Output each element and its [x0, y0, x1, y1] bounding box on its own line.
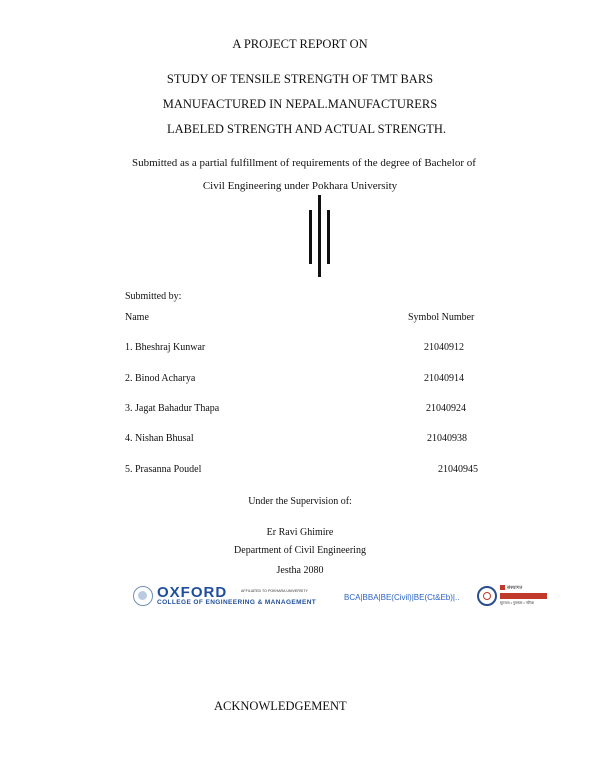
student-symbol: 21040912	[424, 342, 464, 353]
title-line-2: MANUFACTURED IN NEPAL.MANUFACTURERS	[162, 97, 438, 111]
student-name: 3. Jagat Bahadur Thapa	[125, 403, 220, 414]
supervisor-name: Er Ravi Ghimire	[266, 527, 334, 538]
report-date: Jestha 2080	[276, 565, 324, 576]
student-symbol: 21040924	[426, 403, 466, 414]
student-row	[125, 342, 505, 356]
title-line-1: STUDY OF TENSILE STRENGTH OF TMT BARS	[166, 72, 434, 86]
accreditation-logo	[477, 585, 547, 609]
bar-center	[318, 195, 321, 277]
supervision-label: Under the Supervision of:	[248, 496, 352, 507]
oxford-college-logo	[133, 584, 338, 610]
acknowledgement-heading: ACKNOWLEDGEMENT	[214, 699, 347, 713]
title-line-3: LABELED STRENGTH AND ACTUAL STRENGTH.	[167, 122, 447, 136]
report-label: A PROJECT REPORT ON	[232, 37, 368, 51]
oxford-affiliation: AFFILIATED TO POKHARA UNIVERSITY	[241, 589, 308, 593]
oxford-logo-subtitle: COLLEGE OF ENGINEERING & MANAGEMENT	[157, 599, 317, 606]
student-symbol: 21040938	[427, 433, 467, 444]
submission-line-2: Civil Engineering under Pokhara University	[202, 180, 398, 192]
student-name: 1. Bheshraj Kunwar	[125, 342, 206, 353]
oxford-logo-word: OXFORD	[157, 584, 228, 601]
student-name: 4. Nishan Bhusal	[125, 433, 194, 444]
student-row	[125, 433, 505, 447]
student-row	[125, 373, 505, 387]
student-row	[125, 403, 505, 417]
accreditation-top-text: संस्थागत	[500, 585, 522, 591]
student-name: 2. Binod Acharya	[125, 373, 196, 384]
student-symbol: 21040914	[424, 373, 464, 384]
bar-right	[327, 210, 330, 264]
submission-line-1: Submitted as a partial fulfillment of requirements of the degree of Bachelor of	[132, 157, 476, 169]
student-symbol: 21040945	[438, 464, 478, 475]
student-row	[125, 464, 505, 478]
accreditation-bottom-text: सुगमता • गुणस्तर • नतिजा	[500, 601, 535, 605]
symbol-column-header: Symbol Number	[408, 312, 475, 323]
name-column-header: Name	[125, 312, 149, 323]
programs-list: BCA|BBA|BE(Civil)|BE(Ct&Eb)|..	[344, 593, 460, 602]
submitted-by-label: Submitted by:	[125, 291, 182, 302]
accreditation-banner	[500, 593, 547, 599]
oxford-emblem-icon	[133, 586, 153, 606]
seal-icon	[477, 586, 497, 606]
department-name: Department of Civil Engineering	[234, 545, 366, 556]
student-name: 5. Prasanna Poudel	[125, 464, 202, 475]
bar-left	[309, 210, 312, 264]
